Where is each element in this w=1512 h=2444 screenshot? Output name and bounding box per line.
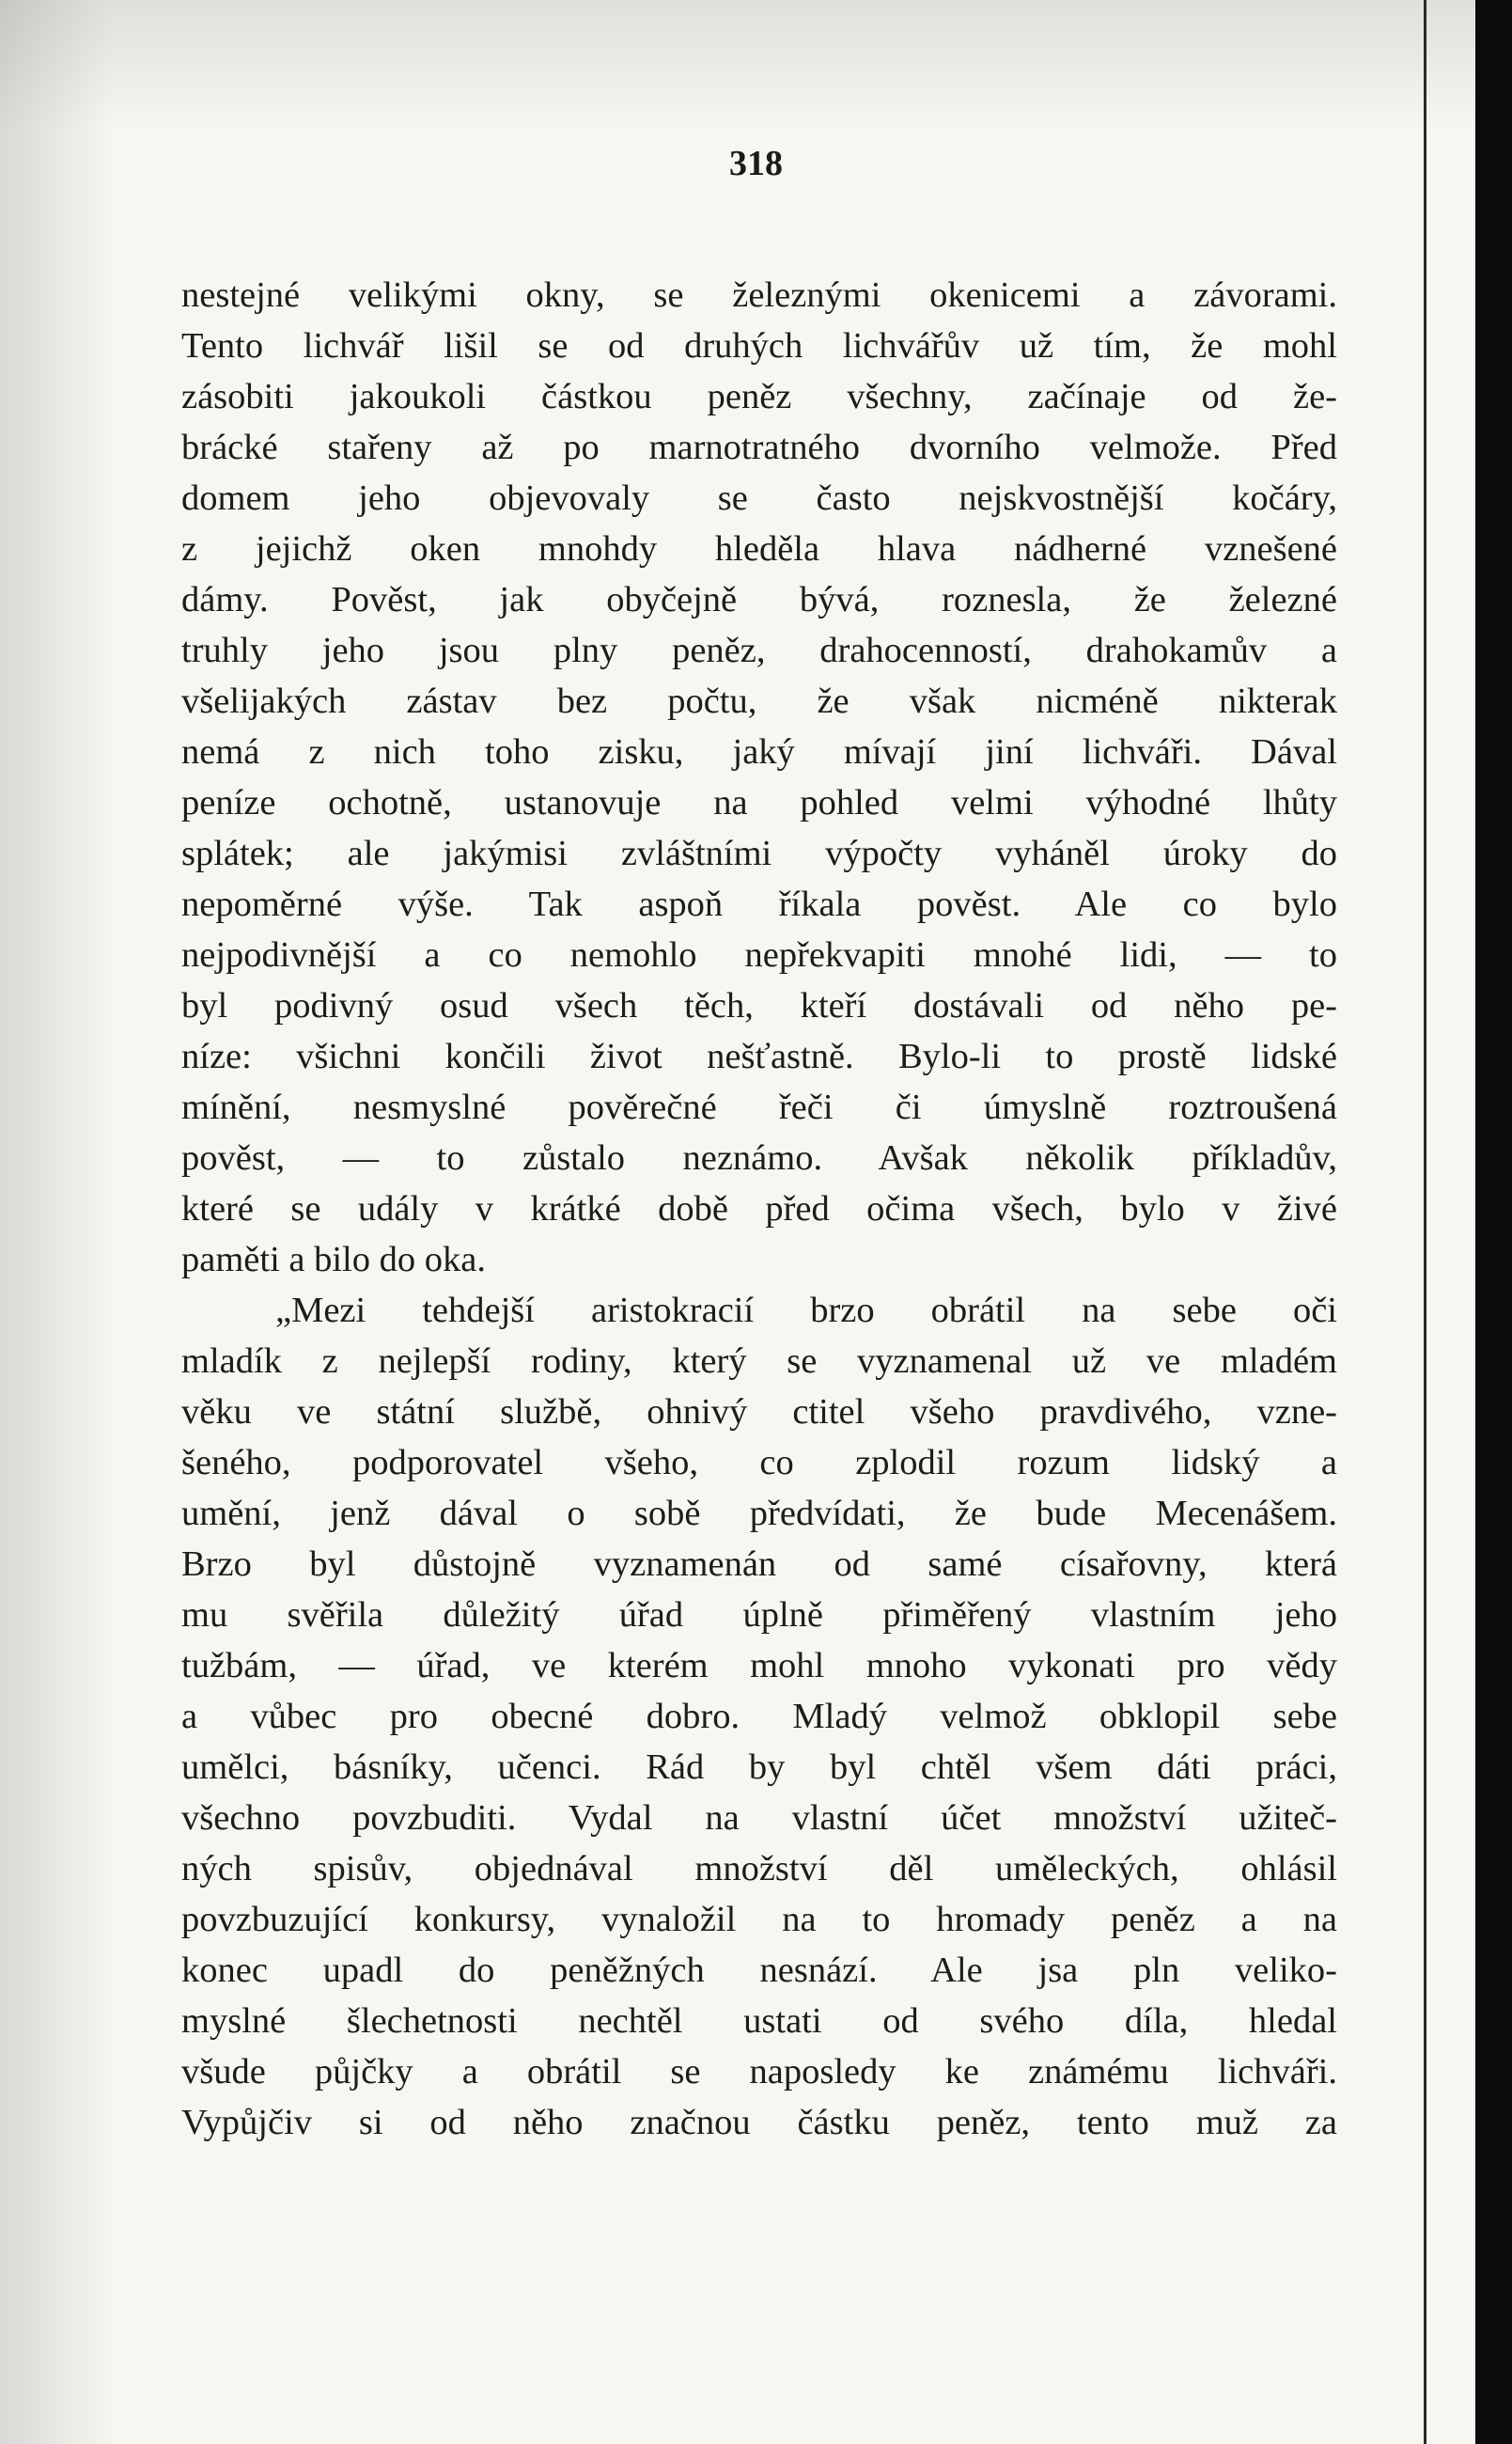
page-edge-shadow: [1424, 0, 1426, 2444]
text-line: splátek; ale jakýmisi zvláštními výpočty vyháněl úroky do: [181, 834, 1337, 873]
text-line: Tento lichvář lišil se od druhých lichvářův už tím, že mohl: [181, 326, 1337, 366]
text-line: pověst, — to zůstalo neznámo. Avšak několik příkladův,: [181, 1138, 1337, 1178]
text-line: všelijakých zástav bez počtu, že však nicméně nikterak: [181, 682, 1337, 721]
text-line: věku ve státní službě, ohnivý ctitel všeho pravdivého, vzne-: [181, 1392, 1337, 1432]
text-line: nestejné velikými okny, se železnými okenicemi a závorami.: [181, 275, 1337, 315]
text-line: které se udály v krátké době před očima všech, bylo v živé: [181, 1189, 1337, 1229]
text-line: dámy. Pověst, jak obyčejně bývá, roznesla, že železné: [181, 580, 1337, 619]
text-line: všude půjčky a obrátil se naposledy ke známému lichváři.: [181, 2052, 1337, 2092]
text-line: mladík z nejlepší rodiny, který se vyznamenal už ve mladém: [181, 1341, 1337, 1381]
text-line: brácké stařeny až po marnotratného dvorního velmože. Před: [181, 428, 1337, 467]
text-line: „Mezi tehdejší aristokracií brzo obrátil na sebe oči: [275, 1291, 1337, 1330]
text-line: umělci, básníky, učenci. Rád by byl chtěl všem dáti práci,: [181, 1747, 1337, 1787]
text-line: zásobiti jakoukoli částkou peněz všechny, začínaje od že-: [181, 377, 1337, 416]
text-line: ných spisův, objednával množství děl uměleckých, ohlásil: [181, 1849, 1337, 1888]
text-line: nepoměrné výše. Tak aspoň říkala pověst. Ale co bylo: [181, 885, 1337, 924]
scan-border: [1475, 0, 1512, 2444]
text-line: nejpodivnější a co nemohlo nepřekvapiti mnohé lidi, — to: [181, 935, 1337, 975]
text-line: Brzo byl důstojně vyznamenán od samé císařovny, která: [181, 1544, 1337, 1584]
text-line: konec upadl do peněžných nesnází. Ale jsa pln veliko-: [181, 1950, 1337, 1990]
text-line: šeného, podporovatel všeho, co zplodil rozum lidský a: [181, 1443, 1337, 1482]
text-line: z jejichž oken mnohdy hleděla hlava nádherné vznešené: [181, 529, 1337, 569]
text-line: umění, jenž dával o sobě předvídati, že bude Mecenášem.: [181, 1494, 1337, 1533]
text-line: peníze ochotně, ustanovuje na pohled velmi výhodné lhůty: [181, 783, 1337, 822]
text-line: povzbuzující konkursy, vynaložil na to hromady peněz a na: [181, 1900, 1337, 1939]
text-line: mínění, nesmyslné pověrečné řeči či úmyslně roztroušená: [181, 1088, 1337, 1127]
text-line: truhly jeho jsou plny peněz, drahocenností, drahokamův a: [181, 631, 1337, 670]
text-line: všechno povzbuditi. Vydal na vlastní účet množství užiteč-: [181, 1798, 1337, 1838]
text-line: nemá z nich toho zisku, jaký mívají jiní lichváři. Dával: [181, 732, 1337, 772]
text-line: paměti a bilo do oka.: [181, 1240, 486, 1279]
text-line: a vůbec pro obecné dobro. Mladý velmož obklopil sebe: [181, 1697, 1337, 1736]
text-line: domem jeho objevovaly se často nejskvostnější kočáry,: [181, 478, 1337, 518]
body-text: [181, 270, 1337, 2148]
page-number: 318: [729, 144, 783, 183]
text-line: myslné šlechetnosti nechtěl ustati od svého díla, hledal: [181, 2001, 1337, 2041]
text-line: byl podivný osud všech těch, kteří dostávali od něho pe-: [181, 986, 1337, 1026]
text-line: níze: všichni končili život nešťastně. Bylo-li to prostě lidské: [181, 1037, 1337, 1076]
text-line: Vypůjčiv si od něho značnou částku peněz, tento muž za: [181, 2103, 1337, 2142]
text-line: mu svěřila důležitý úřad úplně přiměřený vlastním jeho: [181, 1595, 1337, 1635]
text-line: tužbám, — úřad, ve kterém mohl mnoho vykonati pro vědy: [181, 1646, 1337, 1685]
